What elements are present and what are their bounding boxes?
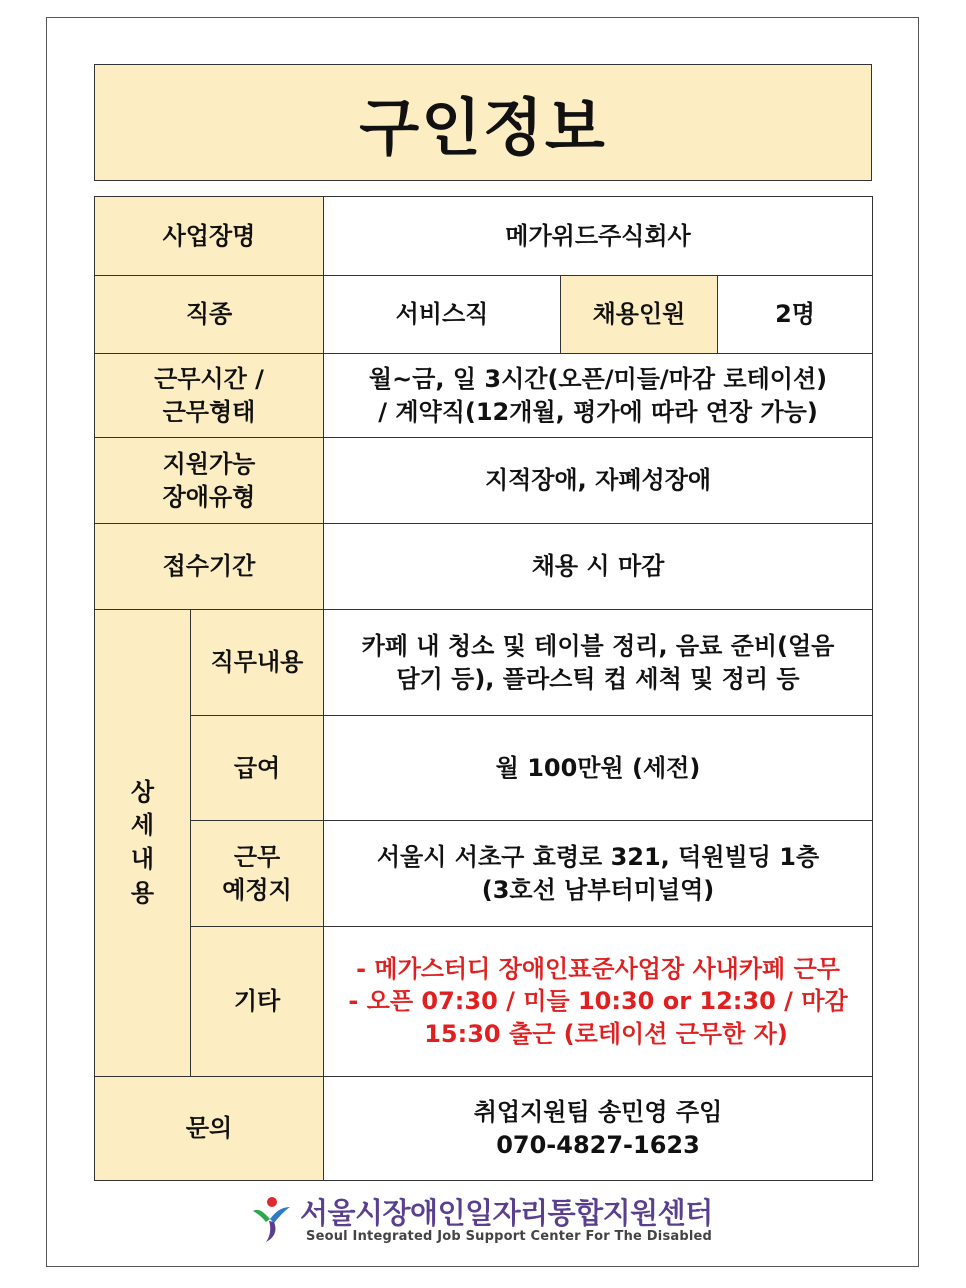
location-line2: (3호선 남부터미널역) [481,875,715,904]
work-hours-line1: 월~금, 일 3시간(오픈/미들/마감 로테이션) [368,365,828,394]
work-hours-value [324,354,873,438]
table-row [95,821,873,927]
work-hours-label-line2: 근무형태 [162,397,256,426]
duties-line2: 담기 등), 플라스틱 컵 세척 및 정리 등 [396,664,800,693]
footer-org-logo [250,1193,730,1249]
location-label-line2: 예정지 [222,875,292,904]
table-row [95,354,873,438]
table-row [95,524,873,610]
table-row [95,1077,873,1181]
page-title: 구인정보 [359,91,607,164]
period-label: 접수기간 [95,524,324,610]
work-hours-label-line1: 근무시간 / [154,365,264,394]
job-info-table [94,196,873,1181]
table-row [95,716,873,821]
org-name-english: Seoul Integrated Job Support Center For The Disabled [306,1229,713,1244]
location-value [324,821,873,927]
hire-count-value: 2명 [718,276,873,354]
period-value: 채용 시 마감 [324,524,873,610]
job-type-label: 직종 [95,276,324,354]
contact-line1: 취업지원팀 송민영 주임 [473,1098,723,1127]
contact-value [324,1077,873,1181]
table-row [95,276,873,354]
table-row [95,927,873,1077]
etc-label: 기타 [191,927,324,1077]
disability-value: 지적장애, 자폐성장애 [324,438,873,524]
table-row [95,610,873,716]
hire-count-label: 채용인원 [561,276,718,354]
work-hours-label [95,354,324,438]
etc-line2: - 오픈 07:30 / 미들 10:30 or 12:30 / 마감 [348,987,848,1016]
disability-label-line2: 장애유형 [162,482,256,511]
details-side-char: 상 [130,777,155,806]
contact-label: 문의 [95,1077,324,1181]
table-row [95,438,873,524]
details-side-char: 내 [130,845,155,873]
contact-line2: 070-4827-1623 [496,1130,700,1159]
work-hours-line2: / 계약직(12개월, 평가에 따라 연장 가능) [378,397,818,426]
disability-label-line1: 지원가능 [162,450,256,479]
etc-line3: 15:30 출근 (로테이션 근무한 자) [424,1019,788,1048]
table-row [95,197,873,276]
org-name-korean: 서울시장애인일자리통합지원센터 [300,1196,713,1230]
duties-label: 직무내용 [191,610,324,716]
disability-label [95,438,324,524]
job-type-value: 서비스직 [324,276,561,354]
salary-label: 급여 [191,716,324,821]
location-label-line1: 근무 [233,843,281,872]
etc-value [324,927,873,1077]
title-banner [94,64,872,181]
person-logo-icon [250,1195,292,1243]
business-name-value: 메가위드주식회사 [324,197,873,276]
location-label [191,821,324,927]
duties-line1: 카페 내 청소 및 테이블 정리, 음료 준비(얼음 [361,632,835,661]
location-line1: 서울시 서초구 효령로 321, 덕원빌딩 1층 [376,843,820,872]
details-side-char: 용 [130,878,155,907]
business-name-label: 사업장명 [95,197,324,276]
duties-value [324,610,873,716]
salary-value: 월 100만원 (세전) [324,716,873,821]
etc-line1: - 메가스터디 장애인표준사업장 사내카페 근무 [356,954,840,983]
details-side-label [95,610,191,1077]
details-side-char: 세 [130,811,155,840]
